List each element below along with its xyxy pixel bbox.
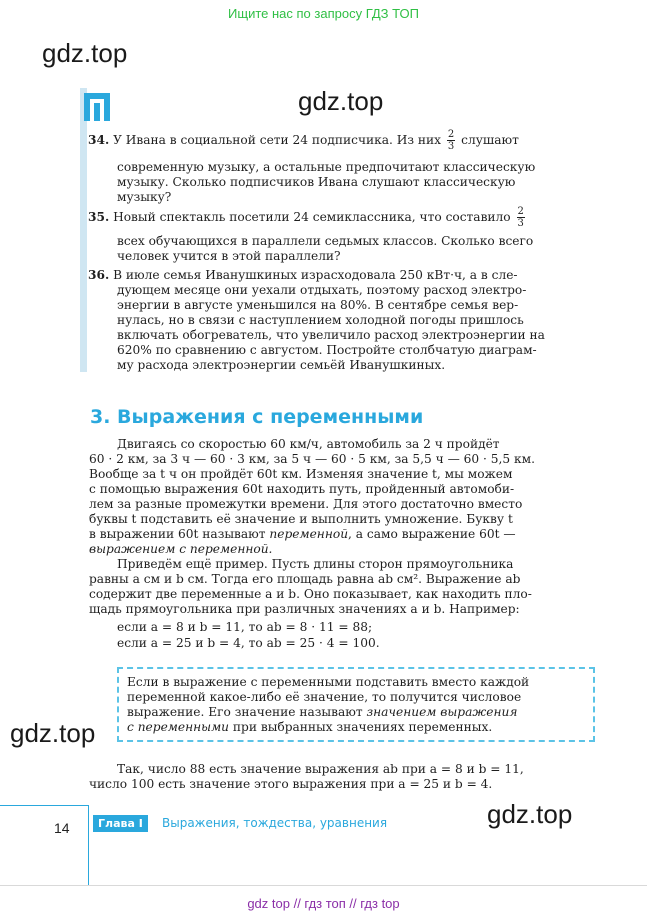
para-1-line-3: Вообще за t ч он пройдёт 60t км. Изменяя значение t, мы можем — [89, 467, 513, 481]
task-number: 34. — [88, 133, 110, 147]
task-36-line-4: нулась, но в связи с наступлением холодной погоды пришлось — [117, 313, 524, 327]
tasks-side-stripe — [80, 88, 87, 372]
task-34-line-2: современную музыку, а остальные предпочитают классическую — [117, 160, 536, 174]
fraction: $\frac{2}{3}$ — [517, 206, 524, 229]
task-34-line-4: музыку? — [117, 190, 172, 204]
para-1-line-6: буквы t подставить её значение и выполнить умножение. Букву t — [89, 512, 513, 526]
term-expression-with-variable: выражением с переменной. — [89, 542, 273, 556]
example-line-1: если a = 8 и b = 11, то ab = 8 · 11 = 88; — [117, 620, 373, 634]
watermark: gdz.top — [487, 799, 573, 829]
task-35-line-2: всех обучающихся в параллели седьмых классов. Сколько всего — [117, 234, 534, 248]
watermark: gdz.top — [10, 718, 96, 748]
para-1-line-4: с помощью выражения 60t находить путь, пройденный автомоби- — [89, 482, 515, 496]
rule-line-3: выражение. Его значение называют значением выражения — [127, 705, 518, 719]
para-2-line-1: Приведём ещё пример. Пусть длины сторон прямоугольника — [117, 557, 514, 571]
para-1-line-2: 60 · 2 км, за 3 ч — 60 · 3 км, за 5 ч — 60 · 5 км, за 5,5 ч — 60 · 5,5 км. — [89, 452, 536, 466]
fraction: $\frac{2}{3}$ — [447, 129, 455, 152]
para-3-line-1: Так, число 88 есть значение выражения ab при a = 8 и b = 11, — [117, 762, 524, 776]
example-line-2: если a = 25 и b = 4, то ab = 25 · 4 = 100. — [117, 636, 380, 650]
task-35-line-3: человек учится в этой параллели? — [117, 249, 341, 263]
task-36-line-7: му расхода электроэнергии семьёй Иванушкиных. — [117, 358, 446, 372]
para-1-line-8 — [89, 542, 272, 557]
footer-corner-frame — [0, 805, 89, 886]
page-number: 14 — [54, 820, 70, 836]
para-3-line-2: число 100 есть значение этого выражения при a = 25 и b = 4. — [89, 777, 493, 791]
watermark: gdz.top — [42, 38, 128, 68]
rule-line-4: с переменными при выбранных значениях переменных. — [127, 720, 493, 734]
task-35-line-1: 35. Новый спектакль посетили 24 семиклассника, что составило $\frac{2}{3}$ — [88, 206, 524, 229]
para-2-line-4: щадь прямоугольника при различных значениях a и b. Например: — [89, 602, 520, 616]
rule-line-1: Если в выражение с переменными подставить вместо каждой — [127, 675, 530, 689]
para-1-line-5: лем за разные промежутки времени. Для этого достаточно вместо — [89, 497, 523, 511]
chapter-title: Выражения, тождества, уравнения — [162, 816, 388, 830]
task-36-line-2: дующем месяце они уехали отдыхать, поэтому расход электро- — [117, 283, 527, 297]
footer-divider — [0, 885, 647, 886]
term-variable: переменной — [269, 527, 349, 541]
para-1-line-7: в выражении 60t называют переменной, а само выражение 60t — — [89, 527, 516, 541]
task-number: 35. — [88, 210, 110, 224]
task-36-line-3: энергии в августе уменьшился на 80%. В сентябре семья вер- — [117, 298, 519, 312]
watermark: gdz.top — [298, 86, 384, 116]
task-36-line-5: включать обогреватель, что увеличило расход электроэнергии на — [117, 328, 545, 342]
task-34-line-3: музыку. Сколько подписчиков Ивана слушают классическую — [117, 175, 516, 189]
search-banner: Ищите нас по запросу ГДЗ ТОП — [228, 6, 419, 21]
task-36-line-1: 36. В июле семья Иванушкиных израсходовала 250 кВт·ч, а в сле- — [88, 268, 518, 282]
term-with-variables: с переменными — [127, 720, 230, 734]
rule-line-2: переменной какое-либо её значение, то получится числовое — [127, 690, 522, 704]
section-heading: 3. Выражения с переменными — [90, 406, 424, 428]
para-2-line-2: равны a см и b см. Тогда его площадь равна ab см². Выражение ab — [89, 572, 521, 586]
para-1-line-1: Двигаясь со скоростью 60 км/ч, автомобиль за 2 ч пройдёт — [117, 437, 500, 451]
practice-icon — [84, 93, 110, 121]
task-34-line-1: 34. У Ивана в социальной сети 24 подписчика. Из них $\frac{2}{3}$ слушают — [88, 129, 519, 152]
para-2-line-3: содержит две переменные a и b. Оно показывает, как находить пло- — [89, 587, 532, 601]
chapter-badge: Глава I — [93, 815, 148, 832]
task-number: 36. — [88, 268, 110, 282]
bottom-links[interactable]: gdz top // гдз топ // гдз top — [247, 896, 400, 911]
term-expression-value: значением выражения — [366, 705, 518, 719]
task-36-line-6: 620% по сравнению с августом. Постройте столбчатую диаграм- — [117, 343, 537, 357]
